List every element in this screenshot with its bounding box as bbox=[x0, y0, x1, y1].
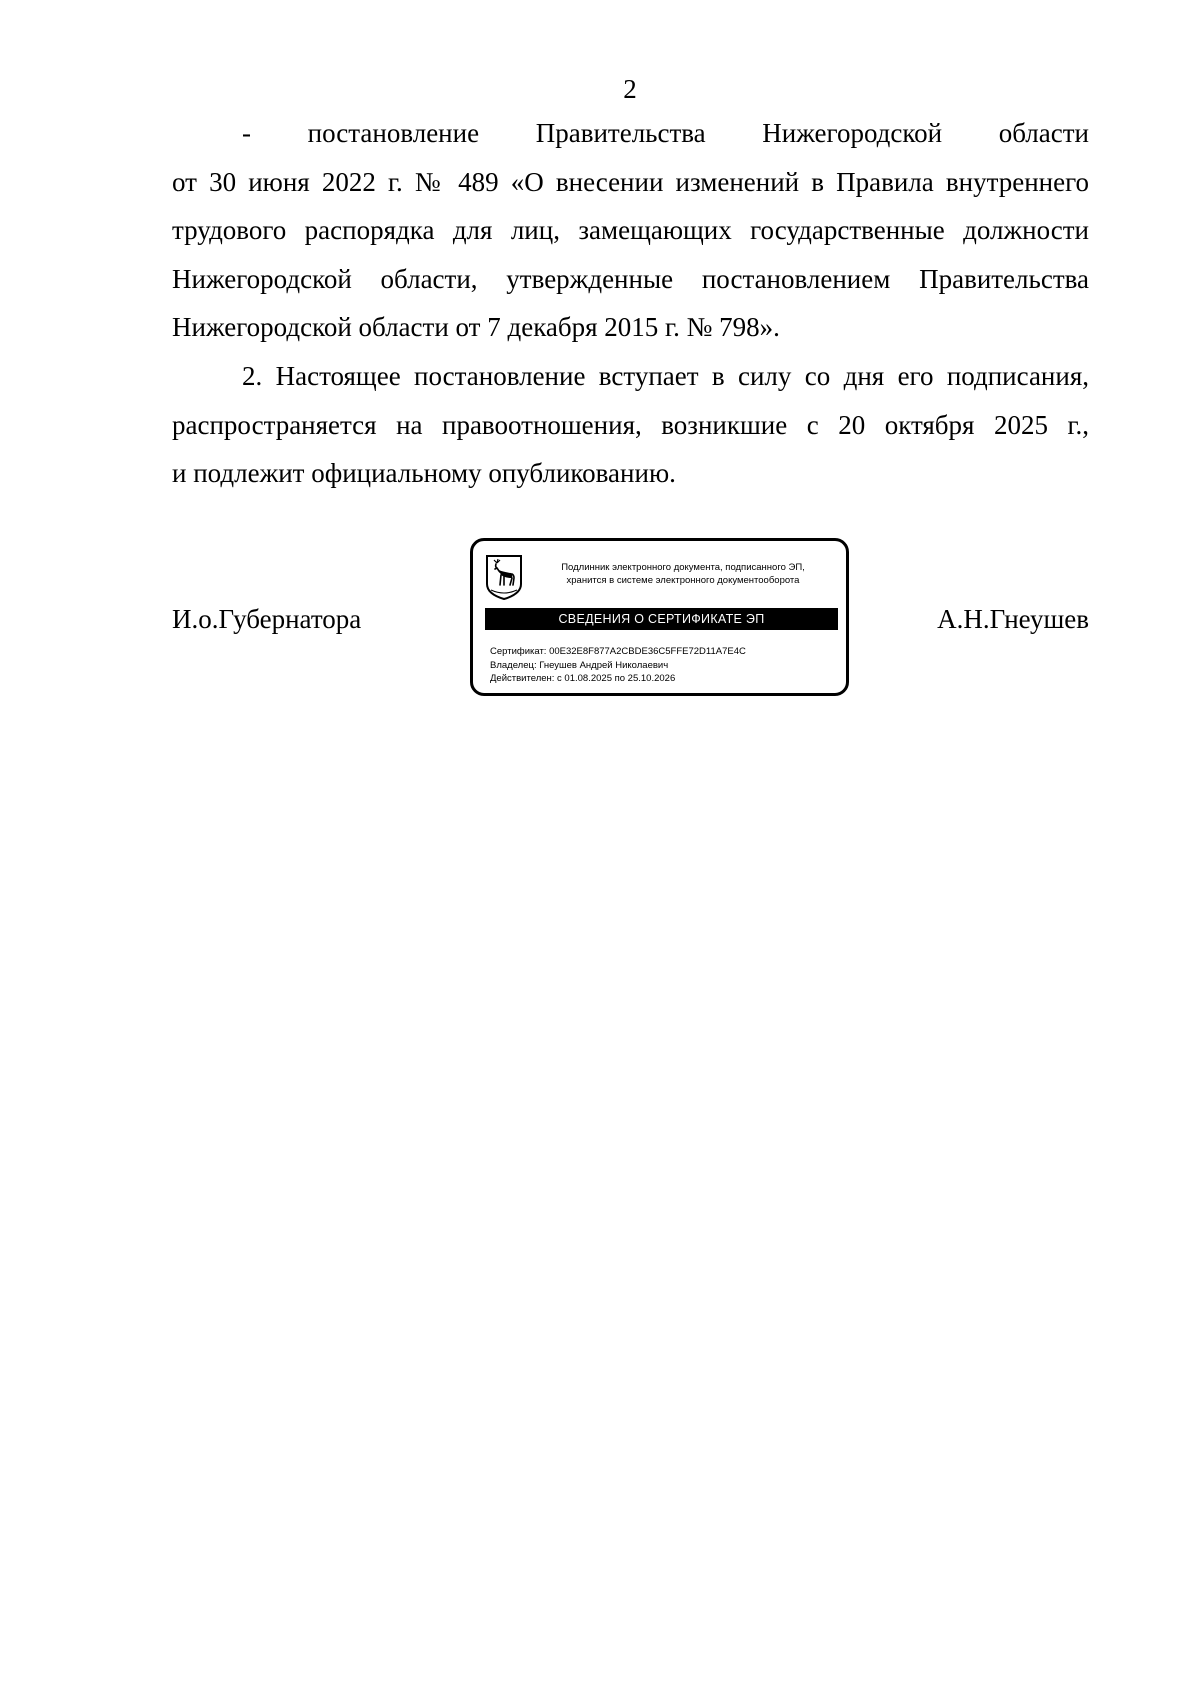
paragraph-repealed-acts-end bbox=[172, 303, 1089, 352]
paragraph-line: распространяется на правоотношения, возникшие с 20 октября 2025 г., bbox=[172, 409, 1089, 440]
stamp-header-line: Подлинник электронного документа, подписанного ЭП, bbox=[561, 562, 805, 573]
paragraph-line: Нижегородской области от 7 декабря 2015 г. № 798». bbox=[172, 312, 780, 342]
signatory-name: А.Н.Гнеушев bbox=[937, 604, 1089, 634]
stamp-header-line: хранится в системе электронного документооборота bbox=[566, 575, 800, 586]
paragraph-line: - постановление Правительства Нижегородской области bbox=[242, 118, 1089, 148]
stamp-header bbox=[533, 561, 833, 587]
stamp-title-bar: СВЕДЕНИЯ О СЕРТИФИКАТЕ ЭП bbox=[485, 608, 838, 630]
paragraph-line: 2. Настоящее постановление вступает в силу со дня его подписания, bbox=[242, 361, 1089, 391]
stamp-owner: Владелец: Гнеушев Андрей Николаевич bbox=[490, 659, 669, 671]
paragraph-line: и подлежит официальному опубликованию. bbox=[172, 458, 676, 488]
paragraph-line: трудового распорядка для лиц, замещающих государственные должности bbox=[172, 215, 1089, 245]
deer-emblem-icon bbox=[485, 554, 523, 600]
stamp-certificate-details bbox=[490, 645, 840, 686]
signatory-position: И.о.Губернатора bbox=[172, 604, 362, 634]
paragraph-entry-into-force-end bbox=[172, 449, 1089, 498]
electronic-signature-stamp bbox=[470, 538, 849, 696]
stamp-certificate-number: Сертификат: 00E32E8F877A2CBDE36C5FFE72D11A7E4C bbox=[490, 646, 746, 657]
page-number: 2 bbox=[623, 74, 637, 104]
paragraph-entry-into-force bbox=[172, 352, 1089, 449]
paragraph-line: от 30 июня 2022 г. № 489 «О внесении изменений в Правила внутреннего bbox=[172, 166, 1089, 197]
stamp-validity: Действителен: с 01.08.2025 по 25.10.2026 bbox=[490, 673, 676, 684]
paragraph-repealed-acts bbox=[172, 109, 1089, 303]
paragraph-line: Нижегородской области, утвержденные постановлением Правительства bbox=[172, 263, 1089, 294]
